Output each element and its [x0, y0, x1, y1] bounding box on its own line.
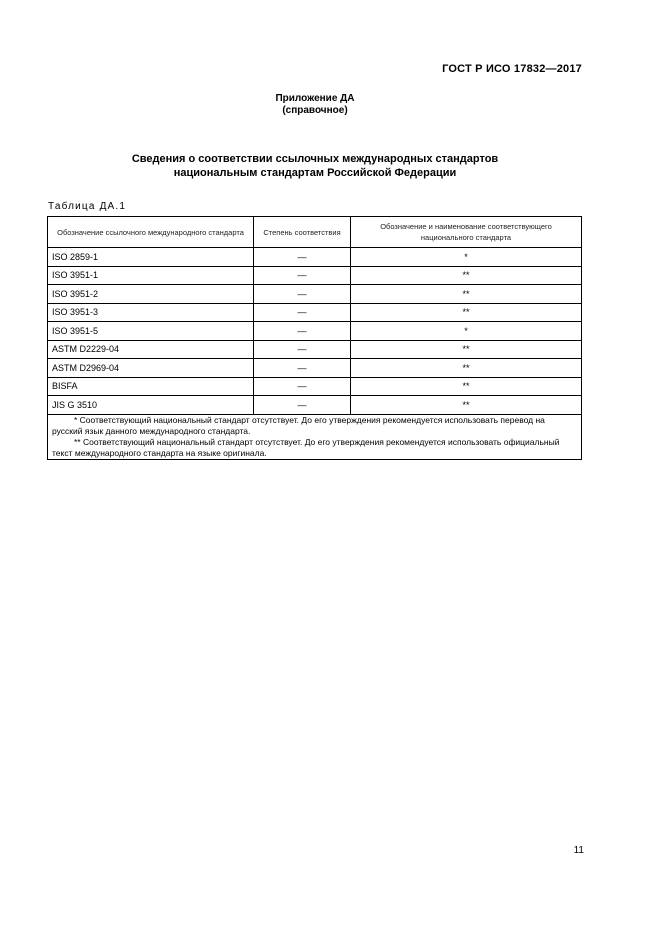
cell-degree: —: [254, 322, 351, 341]
cell-standard: ASTM D2229-04: [48, 340, 254, 359]
cell-standard: JIS G 3510: [48, 396, 254, 415]
table-row: [48, 322, 582, 341]
section-title: [0, 152, 630, 180]
column-header-standard: Обозначение ссылочного международного стандарта: [48, 217, 254, 248]
cell-national: *: [351, 322, 582, 341]
table-caption: Таблица ДА.1: [48, 201, 127, 212]
page-number: 11: [573, 845, 584, 856]
table-row: [48, 377, 582, 396]
annex-title: Приложение ДА: [275, 93, 355, 104]
cell-degree: —: [254, 266, 351, 285]
document-code: ГОСТ Р ИСО 17832—2017: [442, 63, 582, 75]
table-row: [48, 396, 582, 415]
cell-national: **: [351, 285, 582, 304]
annex-heading: [0, 93, 630, 117]
column-header-degree: Степень соответствия: [254, 217, 351, 248]
cell-standard: ASTM D2969-04: [48, 359, 254, 378]
cell-national: **: [351, 359, 582, 378]
cell-standard: ISO 3951-3: [48, 303, 254, 322]
cell-standard: ISO 3951-1: [48, 266, 254, 285]
cell-national: **: [351, 377, 582, 396]
cell-national: *: [351, 248, 582, 267]
cell-degree: —: [254, 248, 351, 267]
note-double-asterisk: ** Соответствующий национальный стандарт отсутствует. До его утверждения рекомендуется использовать официальный текст международного стандарта на языке оригинала.: [52, 436, 560, 458]
table-notes-row: [48, 414, 582, 459]
table-header-row: [48, 217, 582, 248]
table-row: [48, 248, 582, 267]
standards-table: [47, 216, 582, 460]
cell-standard: ISO 3951-5: [48, 322, 254, 341]
cell-degree: —: [254, 396, 351, 415]
cell-national: **: [351, 266, 582, 285]
section-title-line-2: национальным стандартам Российской Федерации: [173, 167, 457, 179]
cell-degree: —: [254, 285, 351, 304]
cell-degree: —: [254, 359, 351, 378]
table-row: [48, 359, 582, 378]
note-single-asterisk: * Соответствующий национальный стандарт отсутствует. До его утверждения рекомендуется использовать перевод на русский язык данного международного стандарта.: [52, 414, 545, 436]
cell-national: **: [351, 396, 582, 415]
cell-standard: ISO 3951-2: [48, 285, 254, 304]
cell-degree: —: [254, 377, 351, 396]
table-row: [48, 285, 582, 304]
table-row: [48, 303, 582, 322]
cell-national: **: [351, 303, 582, 322]
cell-standard: ISO 2859-1: [48, 248, 254, 267]
table-row: [48, 340, 582, 359]
annex-subtitle: (справочное): [282, 105, 348, 116]
table-notes: [48, 414, 582, 459]
cell-degree: —: [254, 303, 351, 322]
cell-degree: —: [254, 340, 351, 359]
cell-national: **: [351, 340, 582, 359]
section-title-line-1: Сведения о соответствии ссылочных международных стандартов: [131, 153, 499, 165]
cell-standard: BISFA: [48, 377, 254, 396]
table-row: [48, 266, 582, 285]
column-header-national: Обозначение и наименование соответствующего национального стандарта: [351, 217, 582, 248]
